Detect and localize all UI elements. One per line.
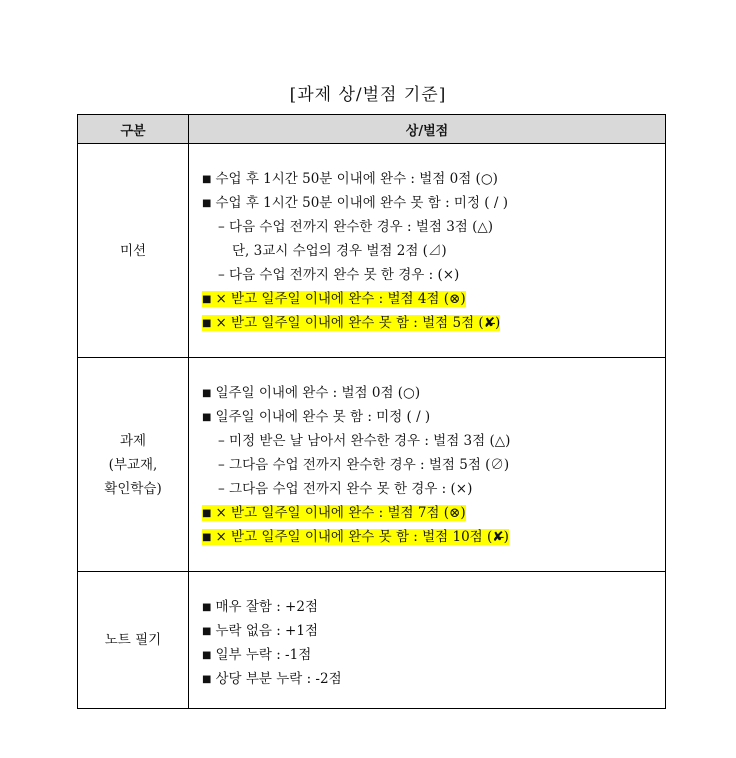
- rule-line: [202, 381, 665, 405]
- rule-text: – 다음 수업 전까지 완수 못 한 경우 : (×): [218, 267, 460, 283]
- square-bullet-icon: [202, 174, 211, 185]
- table-row: [78, 144, 666, 358]
- rule-line: [202, 619, 665, 643]
- table-row: [78, 358, 666, 572]
- rule-text: 일부 누락 : -1점: [215, 647, 312, 663]
- rule-text: × 받고 일주일 이내에 완수 못 함 : 벌점 10점 (✘̶): [215, 529, 509, 545]
- rule-line: [202, 429, 665, 453]
- rule-line: [202, 477, 665, 501]
- table-header-row: [78, 115, 666, 144]
- rule-line: [202, 595, 665, 619]
- rule-text: × 받고 일주일 이내에 완수 : 벌점 7점 (⊗): [215, 505, 466, 521]
- rule-line: [202, 525, 665, 549]
- rule-text: 상당 부분 누락 : -2점: [215, 671, 342, 687]
- square-bullet-icon: [202, 388, 211, 399]
- rule-text: 누락 없음 : +1점: [215, 623, 318, 639]
- points-cell: [189, 144, 666, 358]
- points-cell: [189, 358, 666, 572]
- header-points: 상/벌점: [189, 115, 666, 144]
- category-label: (부교재,: [108, 456, 158, 473]
- rule-line: [202, 167, 665, 191]
- category-label: 과제: [119, 432, 147, 449]
- rule-line: [202, 287, 665, 311]
- rule-text: 일주일 이내에 완수 못 함 : 미정 ( / ): [215, 409, 431, 425]
- square-bullet-icon: [202, 626, 211, 637]
- rule-line: [202, 263, 665, 287]
- rule-line: [202, 405, 665, 429]
- rule-line: [202, 239, 665, 263]
- rule-text: × 받고 일주일 이내에 완수 못 함 : 벌점 5점 (✘̶): [215, 315, 501, 331]
- square-bullet-icon: [202, 508, 211, 519]
- rule-text: × 받고 일주일 이내에 완수 : 벌점 4점 (⊗): [215, 291, 466, 307]
- category-cell: [78, 572, 189, 709]
- square-bullet-icon: [202, 602, 211, 613]
- category-cell: [78, 358, 189, 572]
- points-cell: [189, 572, 666, 709]
- square-bullet-icon: [202, 294, 211, 305]
- rule-line: [202, 311, 665, 335]
- rule-line: [202, 501, 665, 525]
- penalty-table: [77, 114, 666, 709]
- rule-text: – 그다음 수업 전까지 완수한 경우 : 벌점 5점 (∅): [218, 457, 510, 473]
- square-bullet-icon: [202, 318, 211, 329]
- rule-text: – 미정 받은 날 남아서 완수한 경우 : 벌점 3점 (△): [218, 433, 511, 449]
- rule-text: – 다음 수업 전까지 완수한 경우 : 벌점 3점 (△): [218, 219, 494, 235]
- square-bullet-icon: [202, 532, 211, 543]
- rule-text: 단, 3교시 수업의 경우 벌점 2점 (⊿): [232, 243, 447, 259]
- rule-line: [202, 453, 665, 477]
- rule-text: 수업 후 1시간 50분 이내에 완수 못 함 : 미정 ( / ): [215, 195, 508, 211]
- category-label: 확인학습): [104, 480, 162, 497]
- square-bullet-icon: [202, 650, 211, 661]
- rule-line: [202, 667, 665, 691]
- page-title: [과제 상/벌점 기준]: [289, 85, 447, 105]
- rule-line: [202, 215, 665, 239]
- rule-line: [202, 643, 665, 667]
- header-category: 구분: [78, 115, 189, 144]
- category-cell: [78, 144, 189, 358]
- rule-text: 수업 후 1시간 50분 이내에 완수 : 벌점 0점 (○): [215, 171, 498, 187]
- square-bullet-icon: [202, 412, 211, 423]
- rule-line: [202, 191, 665, 215]
- table-row: [78, 572, 666, 709]
- rule-text: – 그다음 수업 전까지 완수 못 한 경우 : (×): [218, 481, 473, 497]
- rule-text: 일주일 이내에 완수 : 벌점 0점 (○): [215, 385, 421, 401]
- rule-text: 매우 잘함 : +2점: [215, 599, 318, 615]
- category-label: 미션: [119, 242, 147, 259]
- square-bullet-icon: [202, 674, 211, 685]
- square-bullet-icon: [202, 198, 211, 209]
- category-label: 노트 필기: [104, 632, 162, 648]
